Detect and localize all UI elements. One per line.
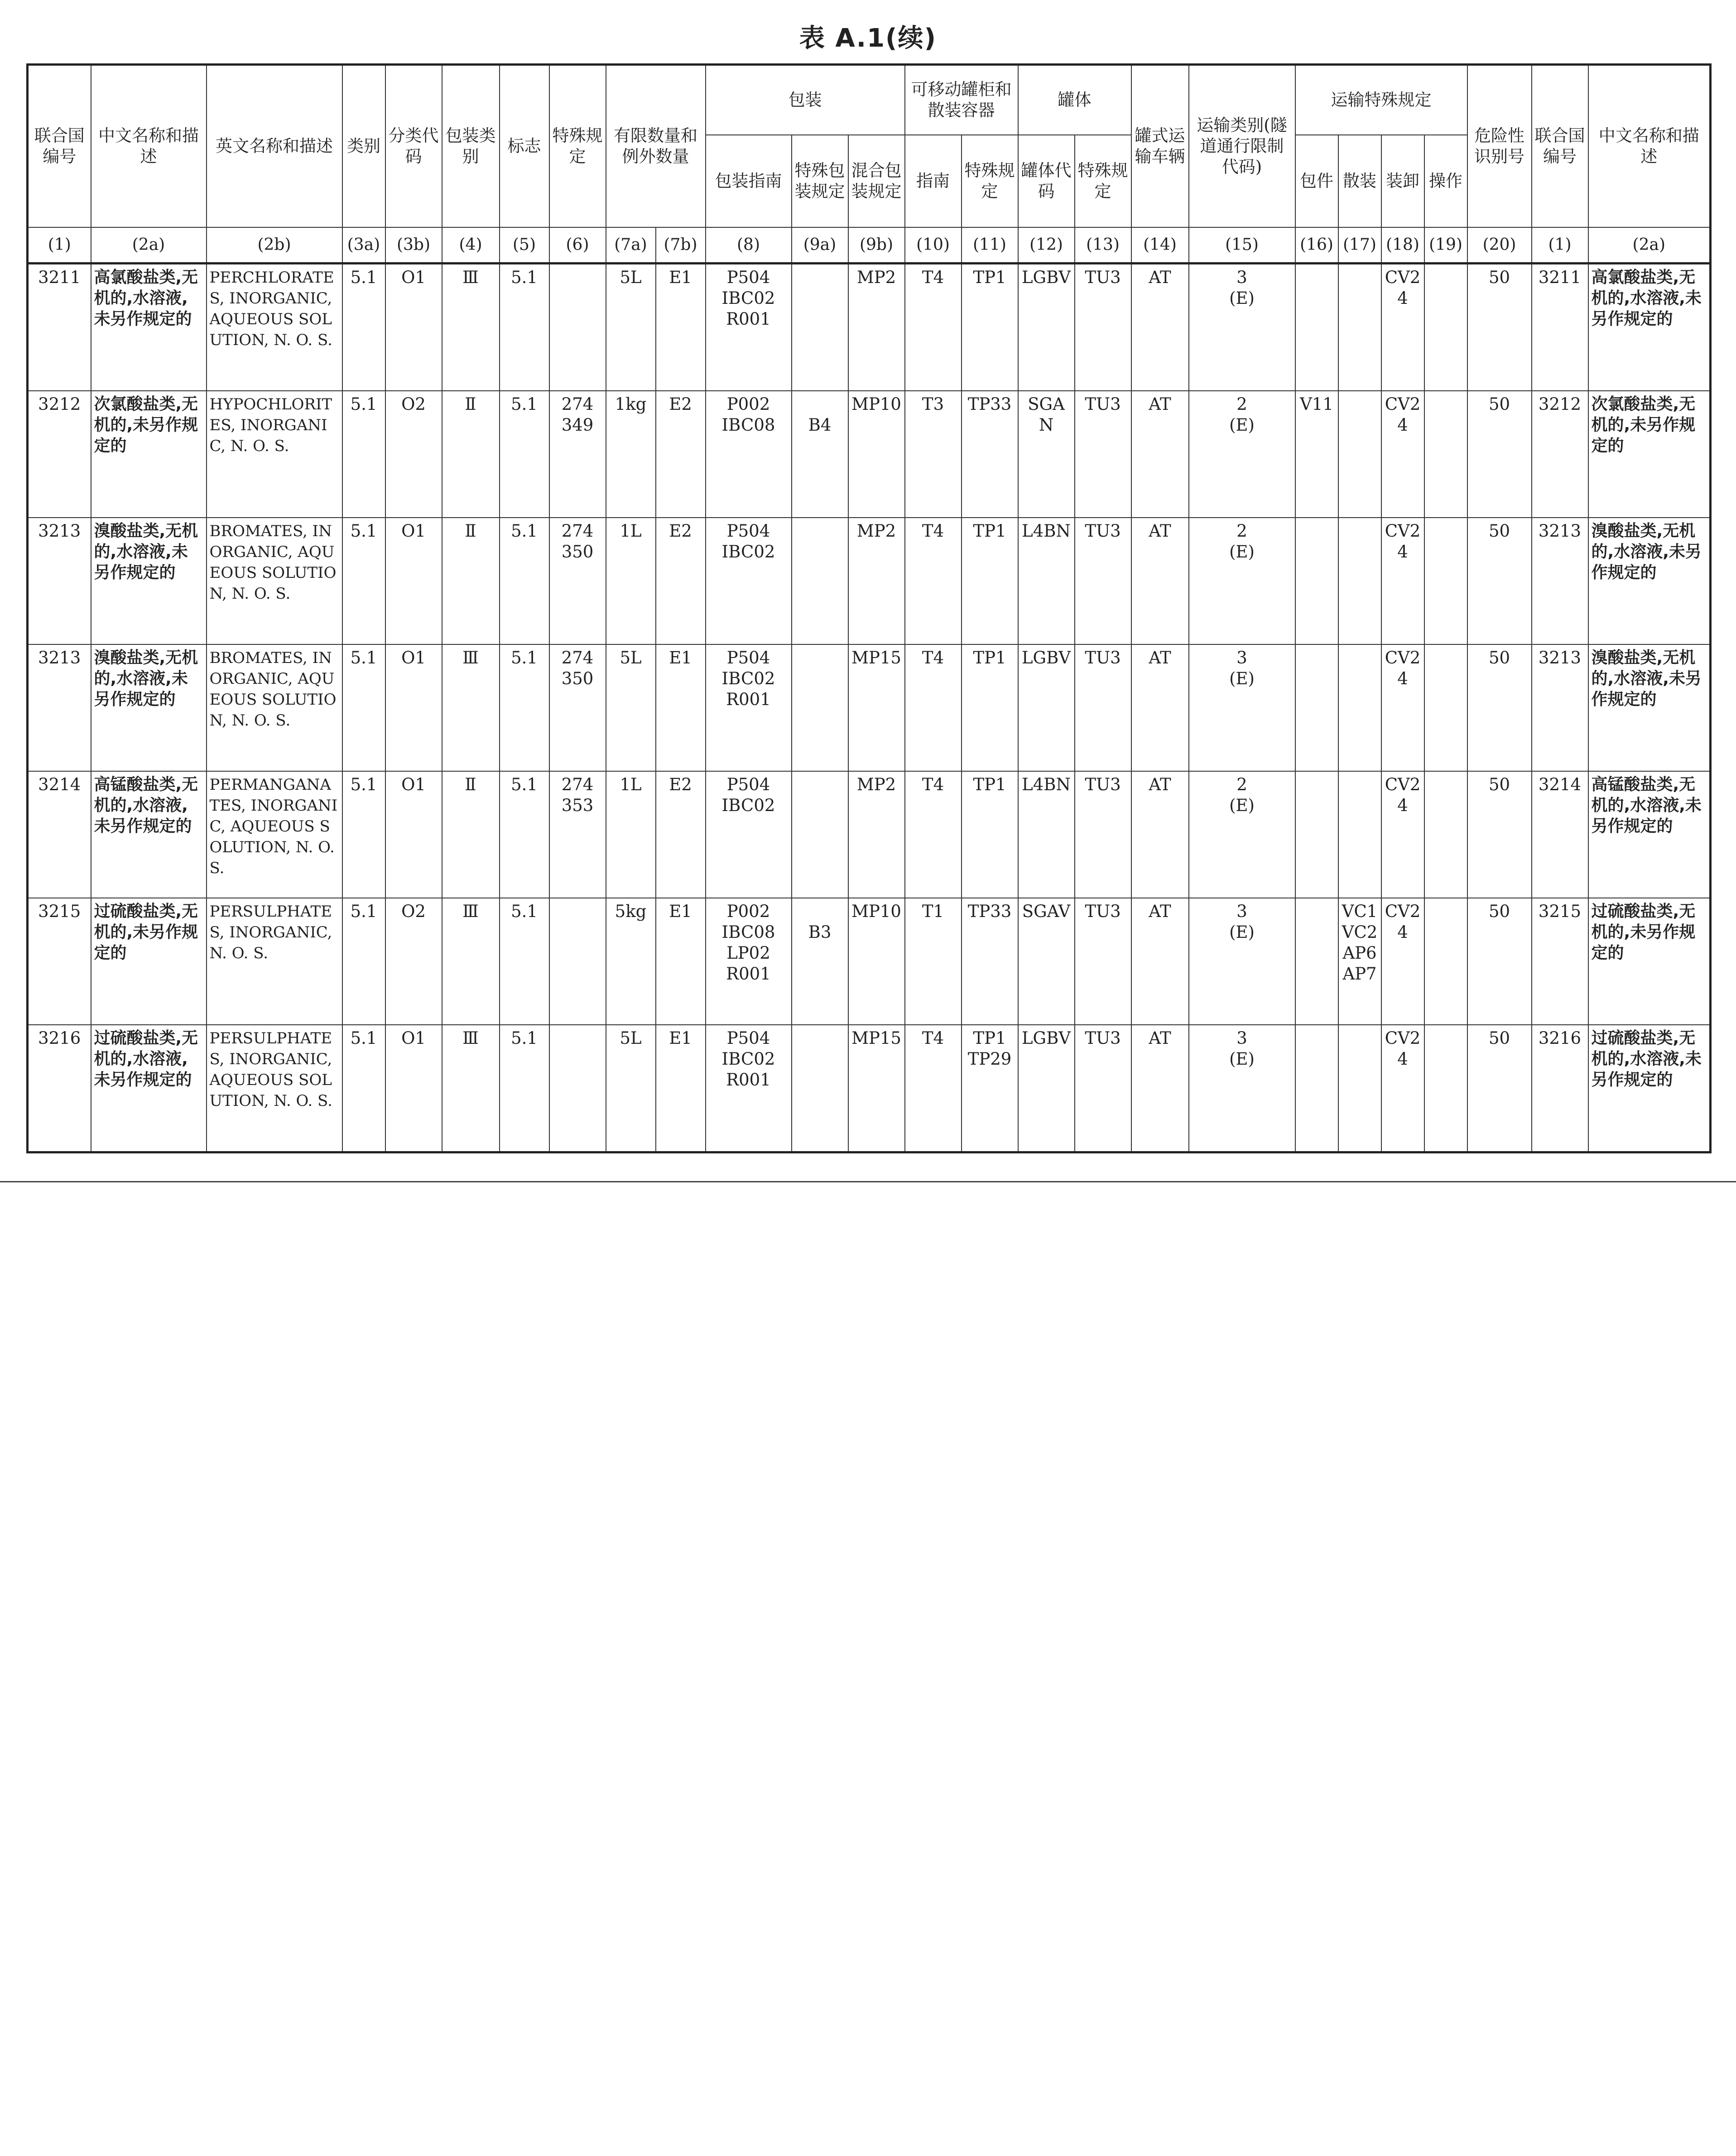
cell-un-number: 3213	[28, 518, 91, 644]
cell-tank-special: TU3	[1075, 518, 1131, 644]
cell-classification-code: O1	[385, 644, 442, 771]
cell-class: 5.1	[342, 391, 385, 518]
cell-name-en: BROMATES, INORGANIC, AQUEOUS SOLUTION, N. O. S.	[207, 518, 342, 644]
column-number: (1)	[1532, 227, 1588, 264]
table-row	[28, 518, 1711, 644]
cell-ts-loading: CV24	[1381, 771, 1424, 898]
cell-transport-category: 2 (E)	[1189, 391, 1295, 518]
cell-special-packing	[792, 771, 848, 898]
cell-name-cn-right: 过硫酸盐类,无机的,水溶液,未另作规定的	[1588, 1025, 1711, 1152]
cell-ts-bulk	[1338, 518, 1381, 644]
header-special-provisions: 特殊规定	[549, 65, 606, 228]
cell-tank-special: TU3	[1075, 771, 1131, 898]
cell-tank-vehicle: AT	[1131, 771, 1189, 898]
header-ts-loading: 装卸	[1381, 135, 1424, 227]
header-name-cn-right: 中文名称和描述	[1588, 65, 1711, 228]
cell-special-provisions: 274 349	[549, 391, 606, 518]
table-row	[28, 898, 1711, 1025]
cell-un-number-right: 3215	[1532, 898, 1588, 1025]
cell-pt-special: TP1	[962, 644, 1018, 771]
column-number: (14)	[1131, 227, 1189, 264]
cell-name-en: PERSULPHATES, INORGANIC, N. O. S.	[207, 898, 342, 1025]
column-number: (16)	[1295, 227, 1338, 264]
cell-limited-quantity: 1L	[606, 771, 656, 898]
column-number: (11)	[962, 227, 1018, 264]
cell-tank-code: L4BN	[1018, 771, 1075, 898]
cell-excepted-quantity: E1	[656, 1025, 706, 1152]
cell-ts-loading: CV24	[1381, 391, 1424, 518]
header-packaging: 包装	[706, 65, 905, 135]
cell-special-packing	[792, 644, 848, 771]
cell-name-cn-right: 高锰酸盐类,无机的,水溶液,未另作规定的	[1588, 771, 1711, 898]
cell-excepted-quantity: E1	[656, 898, 706, 1025]
cell-ts-bulk: VC1 VC2 AP6 AP7	[1338, 898, 1381, 1025]
cell-ts-package	[1295, 264, 1338, 391]
header-ts-operation: 操作	[1424, 135, 1467, 227]
header-ts-package: 包件	[1295, 135, 1338, 227]
cell-special-packing: B4	[792, 391, 848, 518]
cell-name-cn: 高锰酸盐类,无机的,水溶液,未另作规定的	[91, 771, 207, 898]
cell-tank-code: L4BN	[1018, 518, 1075, 644]
cell-tank-vehicle: AT	[1131, 264, 1189, 391]
cell-hazard-id: 50	[1467, 1025, 1532, 1152]
cell-tank-code: LGBV	[1018, 264, 1075, 391]
cell-ts-bulk	[1338, 264, 1381, 391]
cell-ts-package: V11	[1295, 391, 1338, 518]
header-pt-special: 特殊规定	[962, 135, 1018, 227]
cell-pt-special: TP1	[962, 518, 1018, 644]
cell-un-number: 3212	[28, 391, 91, 518]
table-row	[28, 1025, 1711, 1152]
cell-ts-operation	[1424, 518, 1467, 644]
cell-hazard-id: 50	[1467, 771, 1532, 898]
cell-classification-code: O2	[385, 391, 442, 518]
cell-excepted-quantity: E1	[656, 644, 706, 771]
cell-limited-quantity: 1kg	[606, 391, 656, 518]
cell-pt-special: TP1	[962, 264, 1018, 391]
cell-un-number: 3213	[28, 644, 91, 771]
header-classification-code: 分类代码	[385, 65, 442, 228]
cell-hazard-id: 50	[1467, 644, 1532, 771]
cell-ts-operation	[1424, 644, 1467, 771]
cell-tank-code: SGAN	[1018, 391, 1075, 518]
cell-packing-group: Ⅲ	[442, 644, 500, 771]
cell-name-en: BROMATES, INORGANIC, AQUEOUS SOLUTION, N. O. S.	[207, 644, 342, 771]
cell-special-provisions: 274 350	[549, 518, 606, 644]
cell-mixed-packing: MP15	[848, 644, 905, 771]
cell-transport-category: 3 (E)	[1189, 264, 1295, 391]
cell-name-cn: 次氯酸盐类,无机的,未另作规定的	[91, 391, 207, 518]
column-number: (9b)	[848, 227, 905, 264]
cell-un-number: 3216	[28, 1025, 91, 1152]
cell-class: 5.1	[342, 898, 385, 1025]
cell-packing-instruction: P504 IBC02 R001	[706, 1025, 792, 1152]
table-row	[28, 391, 1711, 518]
cell-special-provisions: 274 350	[549, 644, 606, 771]
cell-pt-special: TP1	[962, 771, 1018, 898]
cell-tank-special: TU3	[1075, 264, 1131, 391]
header-mixed-packing: 混合包装规定	[848, 135, 905, 227]
cell-pt-special: TP33	[962, 898, 1018, 1025]
header-un-number: 联合国编号	[28, 65, 91, 228]
cell-labels: 5.1	[500, 264, 549, 391]
cell-pt-instruction: T4	[905, 771, 962, 898]
cell-name-cn: 溴酸盐类,无机的,水溶液,未另作规定的	[91, 518, 207, 644]
header-transport-special: 运输特殊规定	[1295, 65, 1467, 135]
cell-pt-special: TP33	[962, 391, 1018, 518]
cell-ts-package	[1295, 1025, 1338, 1152]
header-tank-code: 罐体代码	[1018, 135, 1075, 227]
cell-name-cn-right: 溴酸盐类,无机的,水溶液,未另作规定的	[1588, 644, 1711, 771]
cell-tank-code: LGBV	[1018, 1025, 1075, 1152]
cell-ts-operation	[1424, 264, 1467, 391]
page-rule	[0, 1181, 1736, 1182]
cell-class: 5.1	[342, 771, 385, 898]
column-number: (19)	[1424, 227, 1467, 264]
header-transport-category: 运输类别(隧道通行限制代码)	[1189, 65, 1295, 228]
header-name-cn: 中文名称和描述	[91, 65, 207, 228]
cell-labels: 5.1	[500, 518, 549, 644]
cell-name-cn: 过硫酸盐类,无机的,未另作规定的	[91, 898, 207, 1025]
column-number: (13)	[1075, 227, 1131, 264]
header-un-number-right: 联合国编号	[1532, 65, 1588, 228]
header-tank-special: 特殊规定	[1075, 135, 1131, 227]
cell-hazard-id: 50	[1467, 518, 1532, 644]
cell-name-en: PERSULPHATES, INORGANIC, AQUEOUS SOLUTION, N. O. S.	[207, 1025, 342, 1152]
header-packing-group: 包装类别	[442, 65, 500, 228]
cell-ts-loading: CV24	[1381, 1025, 1424, 1152]
column-number: (7a)	[606, 227, 656, 264]
cell-tank-special: TU3	[1075, 644, 1131, 771]
column-number: (9a)	[792, 227, 848, 264]
cell-excepted-quantity: E2	[656, 391, 706, 518]
column-number: (8)	[706, 227, 792, 264]
cell-transport-category: 3 (E)	[1189, 898, 1295, 1025]
cell-ts-bulk	[1338, 644, 1381, 771]
cell-mixed-packing: MP2	[848, 264, 905, 391]
header-limited-quantity: 有限数量和例外数量	[606, 65, 706, 228]
cell-tank-vehicle: AT	[1131, 898, 1189, 1025]
cell-packing-group: Ⅱ	[442, 771, 500, 898]
cell-tank-vehicle: AT	[1131, 391, 1189, 518]
cell-classification-code: O1	[385, 1025, 442, 1152]
cell-tank-special: TU3	[1075, 391, 1131, 518]
header-pt-instruction: 指南	[905, 135, 962, 227]
header-tank: 罐体	[1018, 65, 1131, 135]
column-number: (2b)	[207, 227, 342, 264]
cell-ts-loading: CV24	[1381, 518, 1424, 644]
cell-excepted-quantity: E1	[656, 264, 706, 391]
cell-mixed-packing: MP10	[848, 391, 905, 518]
cell-tank-special: TU3	[1075, 898, 1131, 1025]
cell-classification-code: O1	[385, 264, 442, 391]
cell-class: 5.1	[342, 644, 385, 771]
cell-tank-special: TU3	[1075, 1025, 1131, 1152]
cell-transport-category: 3 (E)	[1189, 644, 1295, 771]
cell-special-provisions	[549, 1025, 606, 1152]
cell-hazard-id: 50	[1467, 391, 1532, 518]
cell-pt-instruction: T4	[905, 518, 962, 644]
cell-classification-code: O2	[385, 898, 442, 1025]
cell-special-packing	[792, 1025, 848, 1152]
cell-transport-category: 2 (E)	[1189, 771, 1295, 898]
cell-pt-special: TP1 TP29	[962, 1025, 1018, 1152]
cell-packing-instruction: P002 IBC08 LP02 R001	[706, 898, 792, 1025]
cell-hazard-id: 50	[1467, 898, 1532, 1025]
cell-ts-bulk	[1338, 771, 1381, 898]
column-number: (4)	[442, 227, 500, 264]
cell-ts-bulk	[1338, 391, 1381, 518]
cell-mixed-packing: MP10	[848, 898, 905, 1025]
cell-mixed-packing: MP2	[848, 771, 905, 898]
cell-un-number-right: 3212	[1532, 391, 1588, 518]
cell-limited-quantity: 1L	[606, 518, 656, 644]
header-special-packing: 特殊包装规定	[792, 135, 848, 227]
cell-tank-code: SGAV	[1018, 898, 1075, 1025]
cell-name-en: HYPOCHLORITES, INORGANIC, N. O. S.	[207, 391, 342, 518]
cell-limited-quantity: 5L	[606, 264, 656, 391]
cell-limited-quantity: 5L	[606, 644, 656, 771]
column-number: (17)	[1338, 227, 1381, 264]
cell-ts-operation	[1424, 771, 1467, 898]
cell-special-provisions: 274 353	[549, 771, 606, 898]
cell-name-cn: 高氯酸盐类,无机的,水溶液,未另作规定的	[91, 264, 207, 391]
cell-ts-package	[1295, 644, 1338, 771]
cell-name-cn-right: 高氯酸盐类,无机的,水溶液,未另作规定的	[1588, 264, 1711, 391]
cell-labels: 5.1	[500, 1025, 549, 1152]
column-number: (2a)	[1588, 227, 1711, 264]
cell-packing-group: Ⅱ	[442, 518, 500, 644]
column-number: (15)	[1189, 227, 1295, 264]
column-number: (18)	[1381, 227, 1424, 264]
cell-classification-code: O1	[385, 518, 442, 644]
cell-special-packing	[792, 264, 848, 391]
column-number: (3a)	[342, 227, 385, 264]
cell-ts-package	[1295, 518, 1338, 644]
cell-name-cn: 过硫酸盐类,无机的,水溶液,未另作规定的	[91, 1025, 207, 1152]
cell-limited-quantity: 5L	[606, 1025, 656, 1152]
cell-pt-instruction: T3	[905, 391, 962, 518]
cell-name-en: PERCHLORATES, INORGANIC, AQUEOUS SOLUTION, N. O. S.	[207, 264, 342, 391]
cell-ts-package	[1295, 898, 1338, 1025]
cell-un-number: 3211	[28, 264, 91, 391]
column-number: (2a)	[91, 227, 207, 264]
column-number: (7b)	[656, 227, 706, 264]
column-number: (10)	[905, 227, 962, 264]
dangerous-goods-table	[26, 63, 1712, 1153]
cell-tank-vehicle: AT	[1131, 1025, 1189, 1152]
cell-name-cn-right: 过硫酸盐类,无机的,未另作规定的	[1588, 898, 1711, 1025]
cell-ts-operation	[1424, 898, 1467, 1025]
cell-un-number: 3215	[28, 898, 91, 1025]
cell-transport-category: 3 (E)	[1189, 1025, 1295, 1152]
cell-un-number: 3214	[28, 771, 91, 898]
cell-special-provisions	[549, 264, 606, 391]
header-portable-tank: 可移动罐柜和散装容器	[905, 65, 1018, 135]
cell-ts-operation	[1424, 391, 1467, 518]
cell-special-packing	[792, 518, 848, 644]
cell-un-number-right: 3213	[1532, 644, 1588, 771]
cell-tank-vehicle: AT	[1131, 518, 1189, 644]
table-row	[28, 771, 1711, 898]
cell-ts-loading: CV24	[1381, 898, 1424, 1025]
cell-mixed-packing: MP15	[848, 1025, 905, 1152]
cell-name-cn: 溴酸盐类,无机的,水溶液,未另作规定的	[91, 644, 207, 771]
cell-class: 5.1	[342, 518, 385, 644]
cell-special-packing: B3	[792, 898, 848, 1025]
cell-packing-instruction: P504 IBC02 R001	[706, 264, 792, 391]
table-row	[28, 644, 1711, 771]
header-labels: 标志	[500, 65, 549, 228]
cell-mixed-packing: MP2	[848, 518, 905, 644]
column-number: (5)	[500, 227, 549, 264]
header-tank-vehicle: 罐式运输车辆	[1131, 65, 1189, 228]
cell-ts-loading: CV24	[1381, 264, 1424, 391]
cell-un-number-right: 3216	[1532, 1025, 1588, 1152]
cell-excepted-quantity: E2	[656, 518, 706, 644]
header-hazard-id: 危险性识别号	[1467, 65, 1532, 228]
cell-ts-loading: CV24	[1381, 644, 1424, 771]
cell-tank-vehicle: AT	[1131, 644, 1189, 771]
cell-un-number-right: 3211	[1532, 264, 1588, 391]
header-name-en: 英文名称和描述	[207, 65, 342, 228]
cell-packing-group: Ⅲ	[442, 264, 500, 391]
header-ts-bulk: 散装	[1338, 135, 1381, 227]
cell-un-number-right: 3213	[1532, 518, 1588, 644]
column-number: (6)	[549, 227, 606, 264]
cell-excepted-quantity: E2	[656, 771, 706, 898]
cell-labels: 5.1	[500, 391, 549, 518]
cell-ts-bulk	[1338, 1025, 1381, 1152]
column-number: (1)	[28, 227, 91, 264]
cell-packing-instruction: P504 IBC02	[706, 771, 792, 898]
column-number: (12)	[1018, 227, 1075, 264]
cell-packing-instruction: P504 IBC02 R001	[706, 644, 792, 771]
cell-packing-group: Ⅲ	[442, 898, 500, 1025]
cell-pt-instruction: T4	[905, 644, 962, 771]
cell-tank-code: LGBV	[1018, 644, 1075, 771]
cell-packing-group: Ⅱ	[442, 391, 500, 518]
cell-classification-code: O1	[385, 771, 442, 898]
cell-hazard-id: 50	[1467, 264, 1532, 391]
column-number: (3b)	[385, 227, 442, 264]
table-body	[28, 264, 1711, 1152]
cell-pt-instruction: T4	[905, 1025, 962, 1152]
column-number: (20)	[1467, 227, 1532, 264]
header-packing-instruction: 包装指南	[706, 135, 792, 227]
cell-labels: 5.1	[500, 644, 549, 771]
cell-limited-quantity: 5kg	[606, 898, 656, 1025]
cell-ts-operation	[1424, 1025, 1467, 1152]
cell-un-number-right: 3214	[1532, 771, 1588, 898]
cell-packing-instruction: P504 IBC02	[706, 518, 792, 644]
cell-packing-group: Ⅲ	[442, 1025, 500, 1152]
cell-pt-instruction: T1	[905, 898, 962, 1025]
cell-pt-instruction: T4	[905, 264, 962, 391]
header-class: 类别	[342, 65, 385, 228]
cell-name-cn-right: 溴酸盐类,无机的,水溶液,未另作规定的	[1588, 518, 1711, 644]
cell-labels: 5.1	[500, 771, 549, 898]
cell-packing-instruction: P002 IBC08	[706, 391, 792, 518]
cell-name-en: PERMANGANATES, INORGANIC, AQUEOUS SOLUTION, N. O. S.	[207, 771, 342, 898]
cell-special-provisions	[549, 898, 606, 1025]
cell-class: 5.1	[342, 1025, 385, 1152]
cell-ts-package	[1295, 771, 1338, 898]
cell-transport-category: 2 (E)	[1189, 518, 1295, 644]
cell-name-cn-right: 次氯酸盐类,无机的,未另作规定的	[1588, 391, 1711, 518]
table-title: 表 A.1(续)	[799, 24, 937, 53]
cell-labels: 5.1	[500, 898, 549, 1025]
table-row	[28, 264, 1711, 391]
cell-class: 5.1	[342, 264, 385, 391]
column-number-row	[28, 227, 1711, 264]
